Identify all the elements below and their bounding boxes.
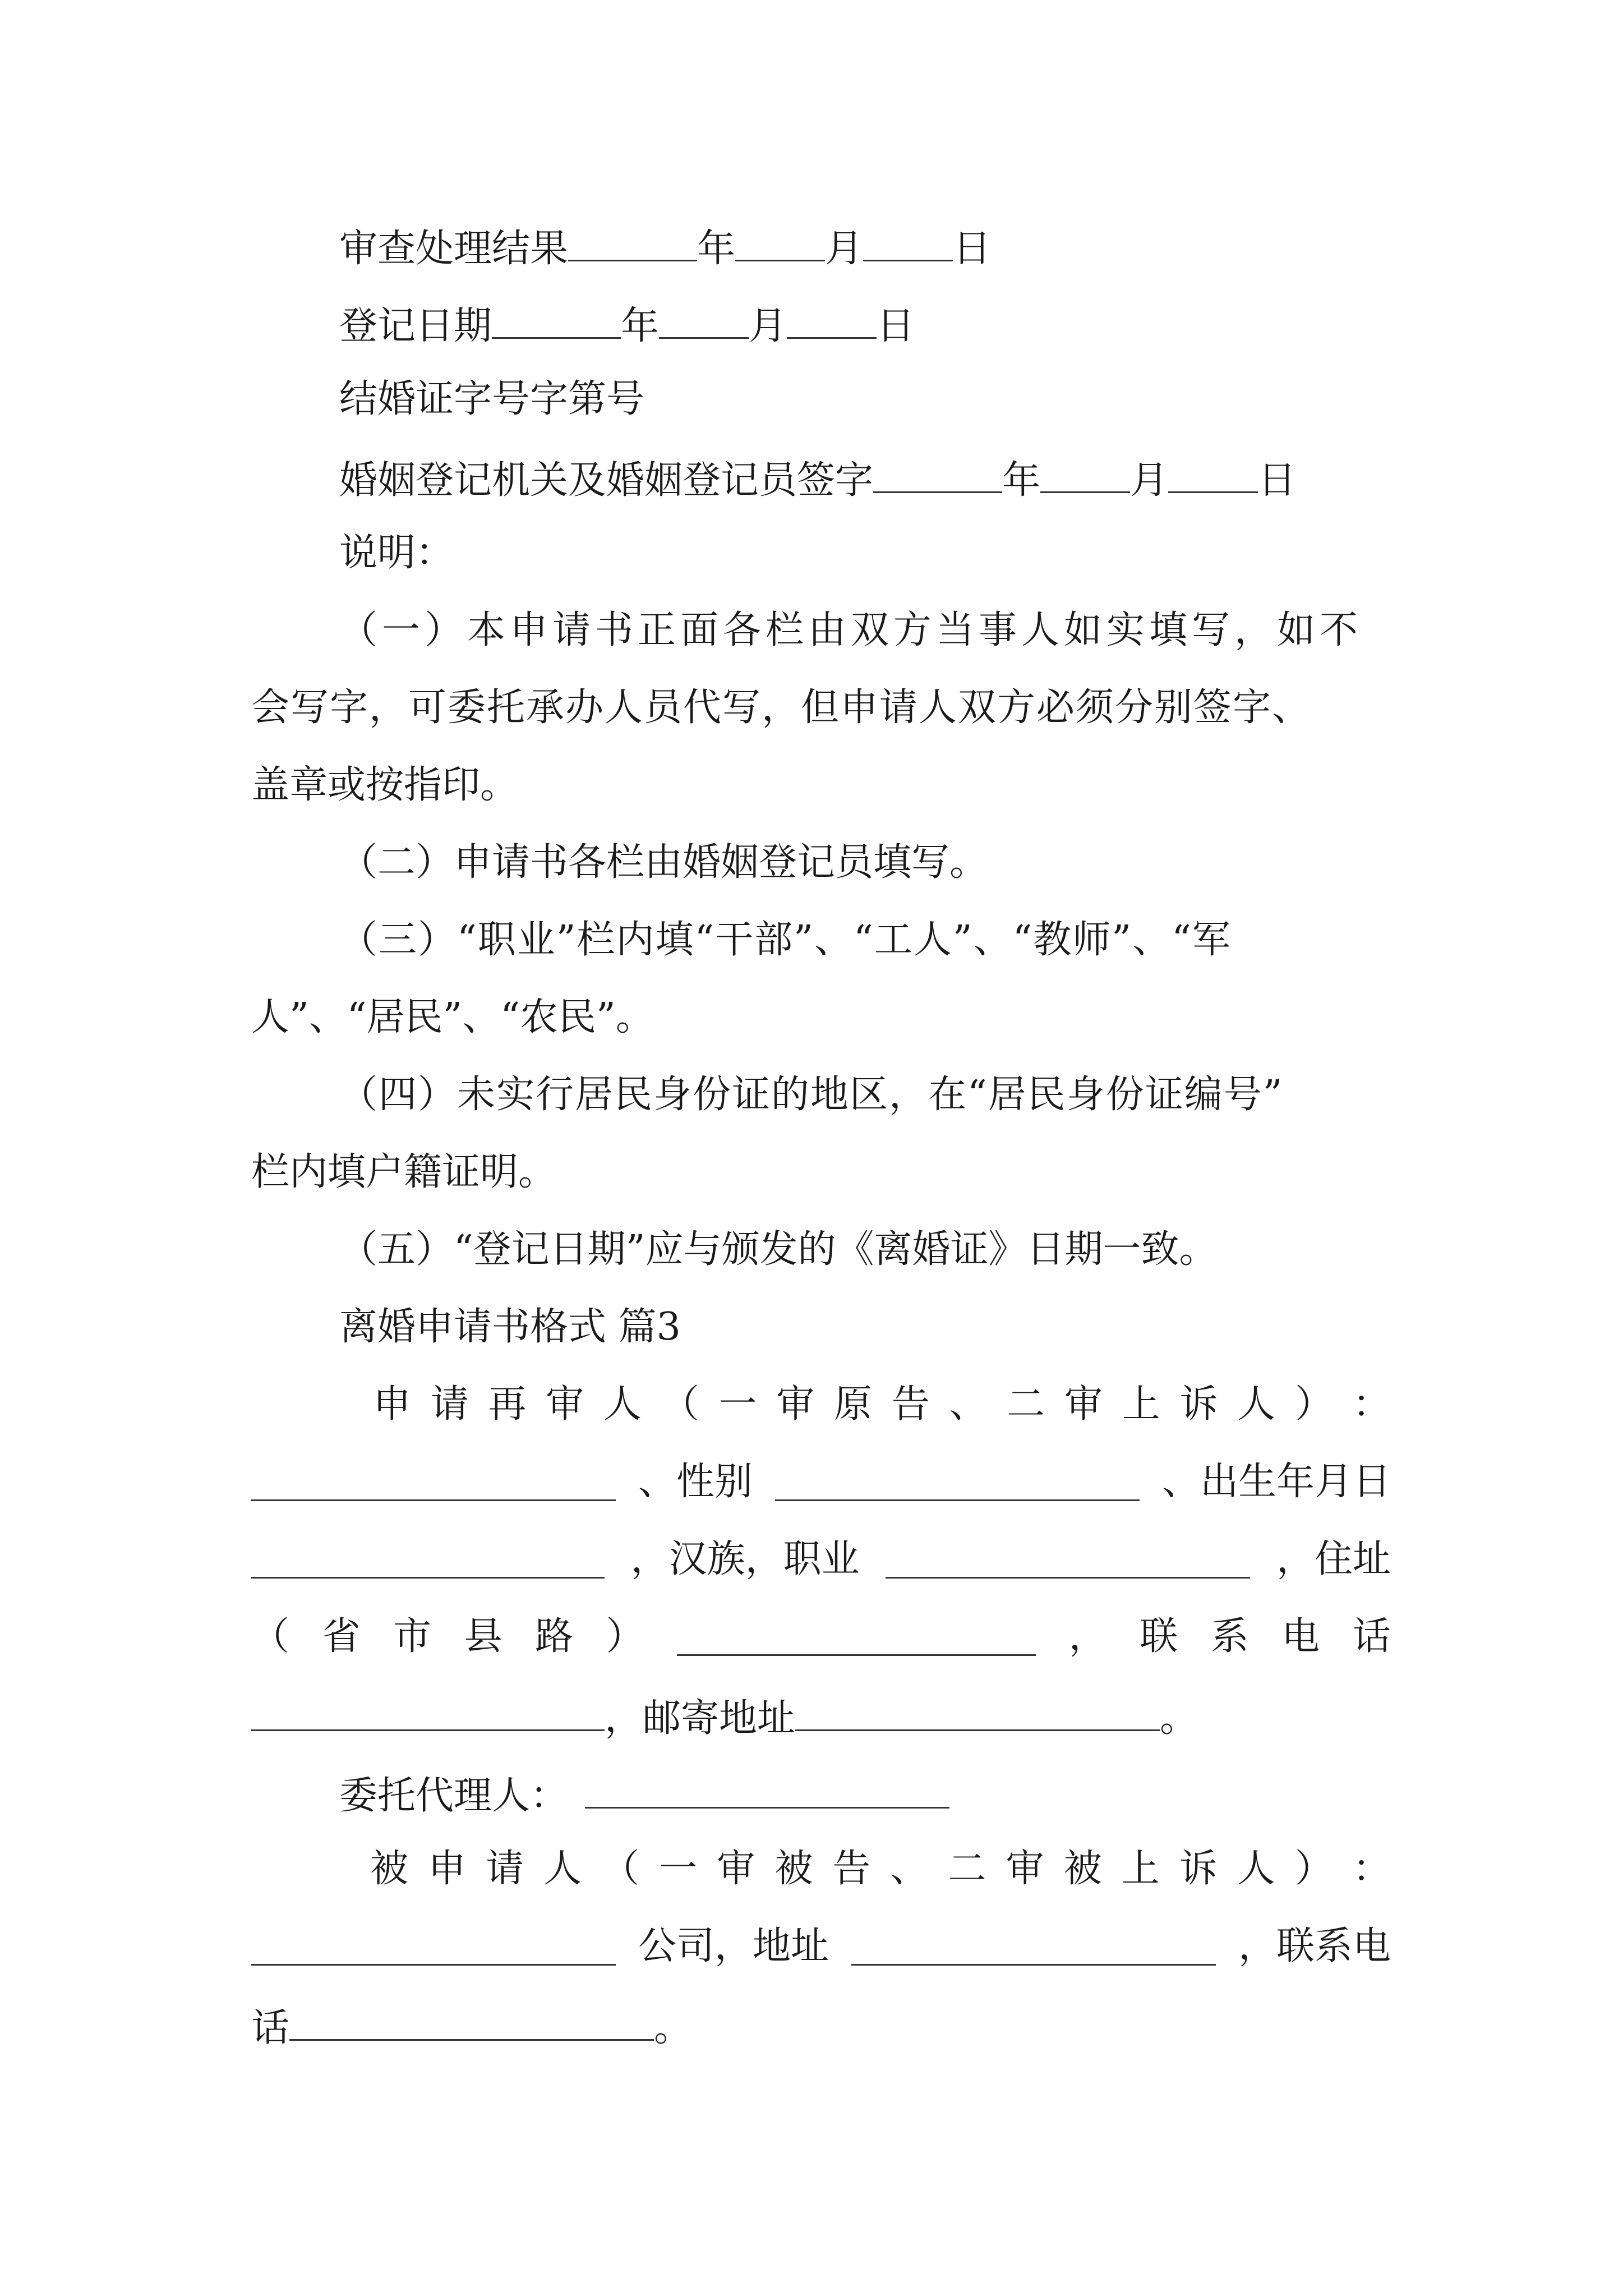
note-4-line-2: 栏内填户籍证明。 [251, 1150, 557, 1194]
applicant-heading: 申 请 再 审 人 （ 一 审 原 告 、 二 审 上 诉 人 ） ： [373, 1382, 1391, 1427]
agent-line: 委托代理人： [339, 1773, 949, 1815]
blank [585, 1773, 949, 1809]
applicant-line-2: 、性别 、出生年月日 [251, 1463, 1391, 1501]
blank [568, 226, 697, 261]
blank [289, 2005, 654, 2041]
blank [251, 1695, 605, 1731]
blank [851, 1930, 1216, 1966]
blank [795, 1695, 1160, 1731]
note-5: （五）“登记日期”应与颁发的《离婚证》日期一致。 [339, 1227, 1218, 1272]
blank [886, 1543, 1250, 1579]
section-title: 离婚申请书格式 篇3 [339, 1305, 681, 1349]
applicant-line-3: ，汉族，职业 ，住址 [251, 1540, 1391, 1579]
note-3-line-2: 人”、“居民”、“农民”。 [251, 995, 654, 1039]
note-1-line-1: （一）本申请书正面各栏由双方当事人如实填写，如不 [339, 608, 1363, 652]
blank [1168, 457, 1258, 493]
respondent-heading: 被 申 请 人 （ 一 审 被 告 、 二 审 被 上 诉 人 ） ： [370, 1847, 1391, 1891]
note-1-line-2: 会写字，可委托承办人员代写，但申请人双方必须分别签字、 [251, 685, 1312, 730]
blank [787, 303, 877, 339]
blank [863, 226, 953, 261]
registration-date-line: 登记日期 年 月 日 [339, 303, 915, 346]
applicant-line-4: （ 省 市 县 路 ） ， 联 系 电 话 [251, 1614, 1391, 1659]
review-result-line: 审查处理结果 年 月 日 [339, 226, 991, 268]
blank [677, 1620, 1036, 1656]
blank [659, 303, 749, 339]
blank [873, 457, 1002, 493]
note-4-line-1: （四）未实行居民身份证的地区，在“居民身份证编号” [339, 1073, 1284, 1117]
note-3-line-1: （三）“职业”栏内填“干部”、“工人”、“教师”、“军 [339, 918, 1232, 962]
blank [251, 1465, 616, 1501]
note-1-line-3: 盖章或按指印。 [251, 763, 519, 807]
applicant-line-5: ，邮寄地址 。 [251, 1695, 1198, 1738]
notes-heading: 说明： [339, 531, 454, 575]
marriage-cert-number-line: 结婚证字号字第号 [339, 377, 645, 421]
note-2: （二）申请书各栏由婚姻登记员填写。 [339, 840, 988, 885]
respondent-line-2: 公司，地址 ，联系电 [251, 1927, 1391, 1966]
blank [775, 1465, 1140, 1501]
registrar-signature-line: 婚姻登记机关及婚姻登记员签字 年 月 日 [339, 457, 1296, 500]
blank [492, 303, 621, 339]
blank [735, 226, 825, 261]
respondent-line-3: 话 。 [251, 2005, 692, 2047]
blank [251, 1543, 605, 1579]
blank [251, 1930, 616, 1966]
blank [1040, 457, 1130, 493]
